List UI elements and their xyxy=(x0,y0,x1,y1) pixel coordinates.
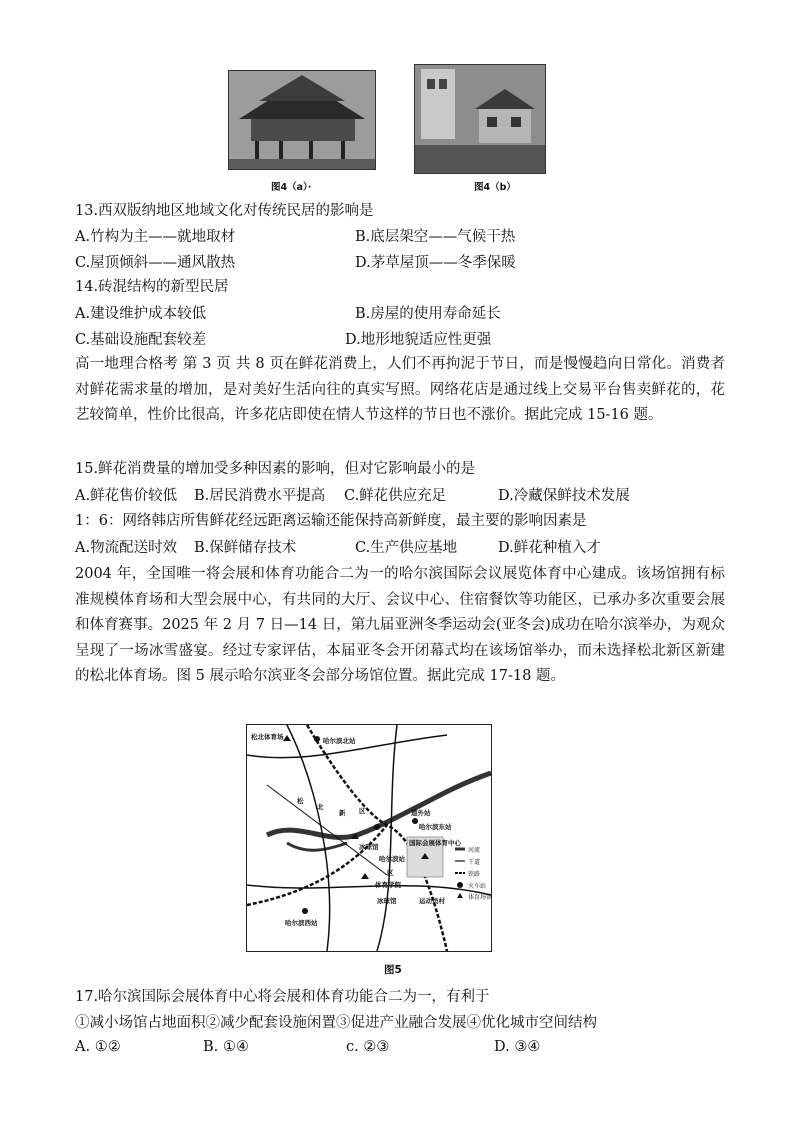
passage-flowers: 高一地理合格考 第 3 页 共 8 页在鲜花消费上，人们不再拘泥于节日，而是慢慢趋向日常化。消费者对鲜花需求量的增加，是对美好生活向往的真实写照。网络花店是通过线上交易平台售卖鲜花的，花艺较简单，性价比很高，许多花店即使在情人节这样的节日也不涨价。据此完成 15-16 题。 xyxy=(75,356,725,423)
passage-harbin: 2004 年，全国唯一将会展和体育功能合二为一的哈尔滨国际会议展览体育中心建成。该场馆拥有标准规模体育场和大型会展中心，有共同的大厅、会议中心、住宿餐饮等功能区，已承办多次重要会展和体育赛事。2025 年 2 月 7 日—14 日，第九届亚洲冬季运动会(亚冬会)成功在哈尔滨举办，为观众呈现了一场冰雪盛宴。经过专家评估，本届亚冬会开闭幕式均在该场馆举办，而未选择松北新区新建的松北体育场。图 5 展示哈尔滨亚冬会部分场馆位置。据此完成 17-18 题。 xyxy=(75,566,725,684)
q17-option-a: A. ①② xyxy=(75,1039,121,1055)
legend-river: 河流 xyxy=(468,847,481,854)
road-3 xyxy=(377,725,397,951)
q17-items: ①减小场馆占地面积②减少配套设施闲置③促进产业融合发展④优化城市空间结构 xyxy=(75,1015,597,1031)
label-harbin-west: 哈尔滨西站 xyxy=(285,919,318,927)
q16-option-d: D.鲜花种植入才 xyxy=(498,540,601,556)
label-harbin-north: 哈尔滨北站 xyxy=(323,737,356,745)
q16-stem: 1：6：网络韩店所售鲜花经远距离运输还能保持高新鲜度，最主要的影响因素是 xyxy=(75,513,587,529)
q14-stem: 14.砖混结构的新型民居 xyxy=(75,279,229,295)
fig4a-caption: 图4（a）· xyxy=(271,182,312,193)
legend-venue: 体育场馆 xyxy=(468,894,491,901)
q13-option-a: A.竹构为主——就地取材 xyxy=(75,229,236,245)
venue-sports xyxy=(361,873,369,879)
label-qu2: 区 xyxy=(387,869,394,877)
river-branch xyxy=(287,843,347,850)
brick-house-illustration xyxy=(415,65,545,173)
dai-stilt-house-illustration xyxy=(229,71,375,169)
label-songbei-stadium: 松北体育场 xyxy=(251,733,284,741)
label-xin: 新 xyxy=(339,809,346,817)
venue-songbei xyxy=(283,735,291,741)
q17-option-d: D. ③④ xyxy=(494,1039,541,1055)
road-4 xyxy=(247,885,491,895)
q13-stem: 13.西双版纳地区地域文化对传统民居的影响是 xyxy=(75,203,374,219)
fig5-map xyxy=(246,724,492,952)
fig4a-photo xyxy=(228,70,376,170)
q15-option-d: D.冷藏保鲜技术发展 xyxy=(498,488,630,504)
label-harbin-east: 哈尔滨东站 xyxy=(419,823,452,831)
station-harbin xyxy=(374,824,380,830)
q14-option-d: D.地形地貌适应性更强 xyxy=(345,332,492,348)
q15-stem: 15.鲜花消费量的增加受多种因素的影响，但对它影响最小的是 xyxy=(75,461,476,477)
q13-option-d: D.茅草屋顶——冬季保暖 xyxy=(355,255,516,271)
q17-option-b: B. ①④ xyxy=(203,1039,249,1055)
fig4b-photo xyxy=(414,64,546,174)
legend-road: 干道 xyxy=(468,859,481,866)
q16-option-a: A.物流配送时效 xyxy=(75,540,178,556)
station-west xyxy=(302,908,308,914)
fig4b-caption: 图4（b） xyxy=(474,182,516,193)
q14-option-a: A.建设维护成本较低 xyxy=(75,306,207,322)
fig5-caption: 图5 xyxy=(384,964,402,976)
station-east xyxy=(412,818,418,824)
q15-option-b: B.居民消费水平提高 xyxy=(194,488,326,504)
label-bingqiu: 冰球馆 xyxy=(359,843,379,851)
label-tiyu: 体育学院 xyxy=(375,881,401,889)
legend-railway: 铁路 xyxy=(468,871,481,878)
label-expo: 国际会展体育中心 xyxy=(409,839,461,847)
q16-option-c: C.生产供应基地 xyxy=(355,540,458,556)
label-binghu: 冰球馆 xyxy=(377,897,397,905)
label-qu: 区 xyxy=(359,807,366,815)
harbin-venue-map xyxy=(247,725,491,951)
legend-station: 火车站 xyxy=(468,883,487,890)
q13-option-c: C.屋顶倾斜——通风散热 xyxy=(75,255,236,271)
q17-stem: 17.哈尔滨国际会展体育中心将会展和体育功能合二为一，有利于 xyxy=(75,989,490,1005)
label-yundong: 运动员村 xyxy=(419,897,445,905)
map-legend xyxy=(455,846,491,901)
q14-option-b: B.房屋的使用寿命延长 xyxy=(355,306,501,322)
q15-option-c: C.鲜花供应充足 xyxy=(344,488,447,504)
label-bei: 北 xyxy=(317,803,324,811)
road-2 xyxy=(287,725,330,951)
q14-option-c: C.基础设施配套较差 xyxy=(75,332,207,348)
label-daowai: 道外站 xyxy=(411,809,431,817)
label-harbin-station: 哈尔滨站 xyxy=(379,855,405,863)
q17-option-c: c. ②③ xyxy=(346,1039,390,1055)
q16-option-b: B.保鲜储存技术 xyxy=(194,540,297,556)
label-song: 松 xyxy=(297,797,304,805)
q15-option-a: A.鲜花售价较低 xyxy=(75,488,178,504)
q13-option-b: B.底层架空——气候干热 xyxy=(355,229,516,245)
station-north xyxy=(314,736,320,742)
